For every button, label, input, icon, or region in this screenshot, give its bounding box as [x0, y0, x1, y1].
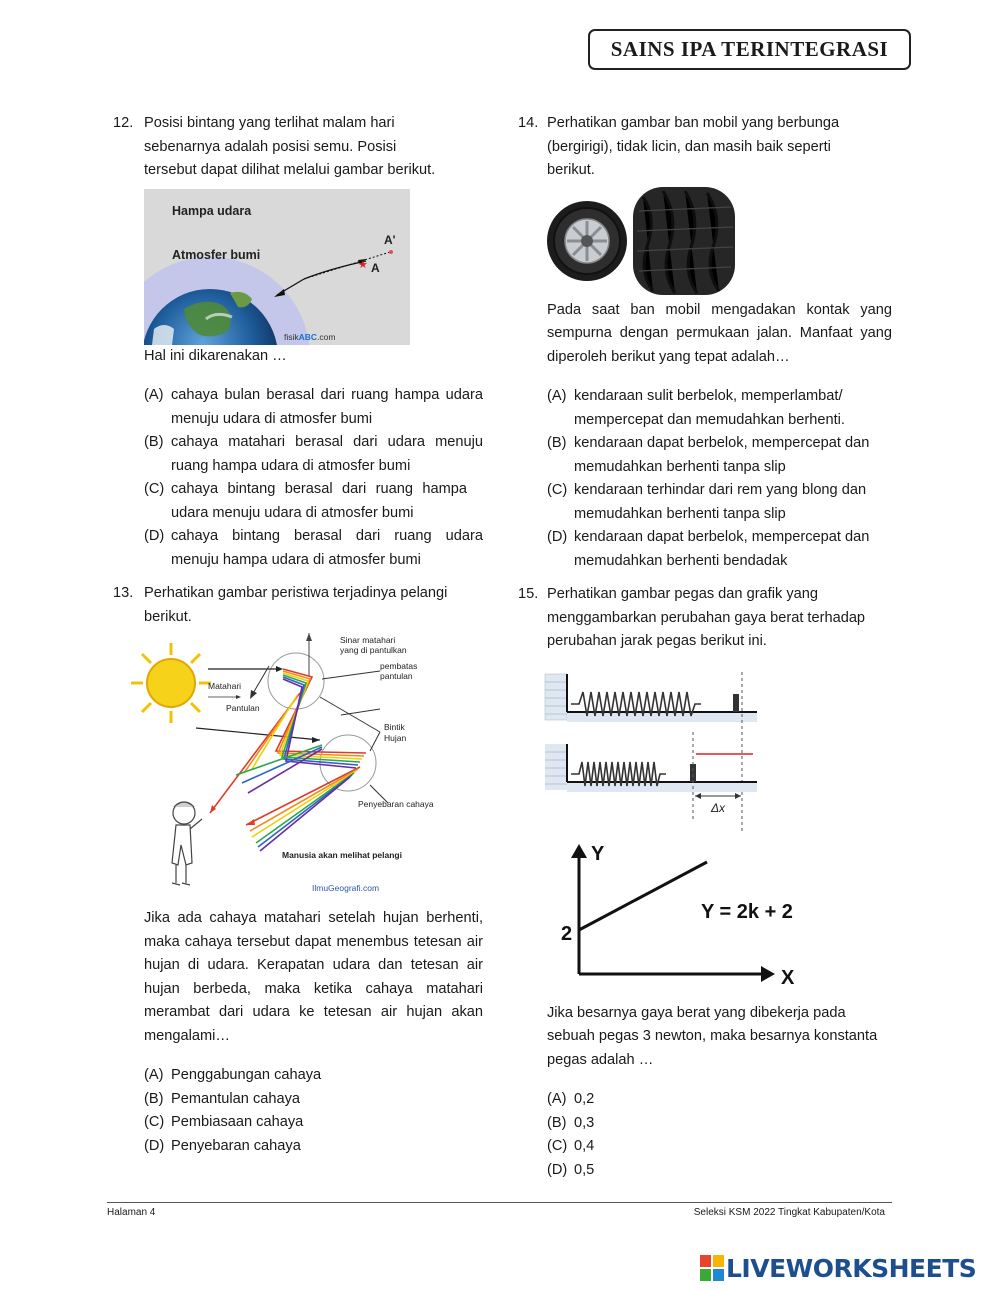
- equation-label: Y = 2k + 2: [701, 900, 793, 923]
- rainbow-figure: [126, 633, 446, 905]
- question-text: Perhatikan gambar pegas dan grafik yang menggambarkan perubahan gaya berat terhadap perubahan jarak pegas berikut ini.: [547, 586, 866, 649]
- right-column: [518, 112, 892, 1182]
- spring-top: [545, 672, 757, 832]
- star-a-label: A: [371, 260, 380, 275]
- question-15: [518, 583, 892, 1182]
- question-paragraph: Jika ada cahaya matahari setelah hujan berhenti, maka cahaya tersebut dapat menembus tetesan air hujan di udara. Kerapatan udara dan tetesan air hujan berbeda, maka ketika cahaya matahari merambat dari udara ke tetesan air hujan akan mengalami…: [144, 910, 483, 1044]
- footer-exam-title: Seleksi KSM 2022 Tingkat Kabupaten/Kota: [693, 1207, 885, 1218]
- figure-credit: fisikABC.com: [284, 331, 336, 342]
- question-14: [518, 112, 892, 573]
- y-intercept-label: 2: [561, 922, 573, 945]
- footer-divider: [107, 1202, 892, 1203]
- option-c[interactable]: (C) 0,4: [547, 1138, 595, 1154]
- question-lead: Hal ini dikarenakan …: [144, 347, 287, 364]
- option-a[interactable]: (A) cahaya bulan berasal dari ruang hampa udara menuju udara di atmosfer bumi: [144, 387, 483, 427]
- label-pantulan: Pantulan: [226, 703, 260, 713]
- label-pembatas-2: pantulan: [380, 671, 413, 681]
- liveworksheets-icon: [700, 1255, 724, 1281]
- option-a[interactable]: (A) 0,2: [547, 1091, 595, 1107]
- option-d[interactable]: (D) kendaraan dapat berbelok, mempercepat dan memudahkan berhenti bendadak: [547, 529, 870, 569]
- label-penyebaran: Penyebaran cahaya: [358, 799, 434, 809]
- option-c[interactable]: (C) cahaya bintang berasal dari ruang hampa udara menuju udara di atmosfer bumi: [144, 481, 467, 521]
- question-text: Perhatikan gambar ban mobil yang berbunga (bergirigi), tidak licin, dan masih baik seperti berikut.: [547, 115, 840, 178]
- graph-line: [579, 862, 707, 930]
- option-d[interactable]: (D) cahaya bintang berasal dari ruang udara menuju hampa udara di atmosfer bumi: [144, 528, 483, 568]
- question-number: 15.: [518, 586, 539, 602]
- option-c[interactable]: (C) Pembiasaan cahaya: [144, 1114, 304, 1130]
- question-12: [113, 112, 483, 572]
- label-manusia: Manusia akan melihat pelangi: [282, 850, 402, 860]
- page-header-title: SAINS IPA TERINTEGRASI: [588, 29, 911, 70]
- option-c[interactable]: (C) kendaraan terhindar dari rem yang blong dan memudahkan berhenti tanpa slip: [547, 482, 867, 522]
- label-sinar-1: Sinar matahari: [340, 635, 396, 645]
- vacuum-label: Hampa udara: [172, 203, 252, 218]
- question-number: 13.: [113, 585, 134, 601]
- real-star-icon: ★: [358, 258, 368, 271]
- label-matahari: Matahari: [208, 681, 242, 691]
- y-axis-label: Y: [591, 843, 605, 865]
- star-a-prime-label: A': [384, 232, 396, 247]
- x-axis-label: X: [781, 966, 795, 984]
- delta-x-label: Δx: [711, 800, 726, 815]
- option-a[interactable]: (A) Penggabungan cahaya: [144, 1067, 322, 1083]
- label-sinar-2: yang di pantulkan: [340, 645, 407, 655]
- question-text: Perhatikan gambar peristiwa terjadinya pelangi berikut.: [144, 585, 448, 625]
- spring-figure: [543, 672, 783, 832]
- atmosphere-figure: [144, 189, 410, 345]
- figure-credit: IlmuGeografi.com: [312, 883, 380, 893]
- label-pembatas-1: pembatas: [380, 661, 418, 671]
- option-b[interactable]: (B) cahaya matahari berasal dari udara menuju ruang hampa udara di atmosfer bumi: [144, 434, 483, 474]
- atmosphere-label: Atmosfer bumi: [172, 247, 261, 262]
- option-a[interactable]: (A) kendaraan sulit berbelok, memperlambat/ mempercepat dan memudahkan berhenti.: [547, 388, 845, 428]
- question-number: 12.: [113, 115, 134, 131]
- tread-icon: [633, 187, 735, 295]
- force-graph: [555, 844, 815, 984]
- question-paragraph: Jika besarnya gaya berat yang dibekerja pada sebuah pegas 3 newton, maka besarnya konstanta pegas adalah …: [547, 1004, 878, 1068]
- option-d[interactable]: (D) Penyebaran cahaya: [144, 1137, 301, 1154]
- question-paragraph: Pada saat ban mobil mengadakan kontak yang sempurna dengan permukaan jalan. Manfaat yang diperoleh berikut yang tepat adalah…: [547, 301, 892, 365]
- option-b[interactable]: (B) Pemantulan cahaya: [144, 1090, 300, 1107]
- label-bintik-2: Hujan: [384, 733, 407, 743]
- liveworksheets-wordmark: LIVEWORKSHEETS: [726, 1253, 977, 1283]
- option-b[interactable]: (B) 0,3: [547, 1114, 595, 1131]
- question-number: 14.: [518, 115, 539, 131]
- label-bintik-1: Bintik: [384, 722, 405, 732]
- option-d[interactable]: (D) 0,5: [547, 1161, 595, 1178]
- question-text: Posisi bintang yang terlihat malam hari sebenarnya adalah posisi semu. Posisi tersebut dapat dilihat melalui gambar berikut.: [144, 115, 436, 178]
- apparent-star-icon: [389, 250, 393, 254]
- left-column: [113, 112, 483, 1158]
- spring-bottom: [545, 732, 757, 822]
- tire-icon: [547, 201, 627, 281]
- question-13: [113, 582, 483, 1158]
- sun-icon: [131, 643, 211, 723]
- option-b[interactable]: (B) kendaraan dapat berbelok, mempercepat dan memudahkan berhenti tanpa slip: [547, 435, 870, 475]
- person-icon: [172, 802, 202, 885]
- footer-page-number: Halaman 4: [107, 1207, 156, 1218]
- liveworksheets-logo[interactable]: [700, 1253, 976, 1283]
- tire-figure: [547, 187, 737, 295]
